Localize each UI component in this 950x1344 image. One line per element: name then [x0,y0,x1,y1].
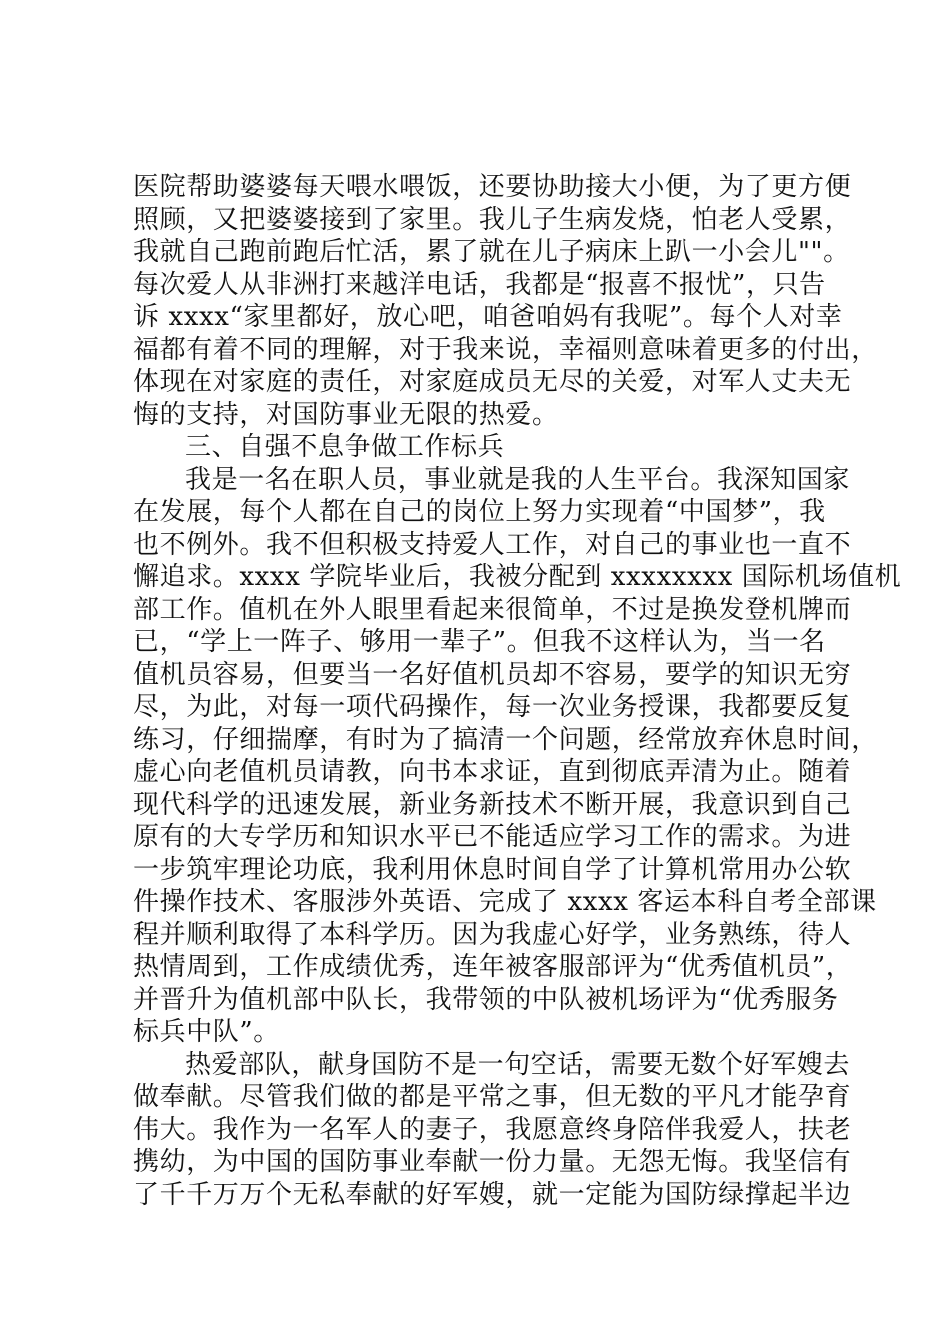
text-line: 懈追求。xxxx 学院毕业后，我被分配到 xxxxxxxx 国际机场值机 [133,562,902,592]
text-line: 我是一名在职人员，事业就是我的人生平台。我深知国家 [185,464,851,495]
text-line: 部工作。值机在外人眼里看起来很简单，不过是换发登机牌而 [133,594,852,625]
text-line: 在发展，每个人都在自己的岗位上努力实现着“中国梦”，我 [133,497,826,527]
text-line: 原有的大专学历和知识水平已不能适应学习工作的需求。为进 [133,822,852,852]
body-text [133,171,902,1211]
text-line: 做奉献。尽管我们做的都是平常之事，但无数的平凡才能孕育 [133,1082,852,1112]
text-line: 现代科学的迅速发展，新业务新技术不断开展，我意识到自己 [133,789,852,820]
text-line: 件操作技术、客服涉外英语、完成了 xxxx 客运本科自考全部课 [133,887,877,917]
text-line: 每次爱人从非洲打来越洋电话，我都是“报喜不报忧”，只告 [133,269,826,300]
text-line: 并晋升为值机部中队长，我带领的中队被机场评为“优秀服务 [133,984,839,1015]
text-line: 诉 xxxx“家里都好，放心吧，咱爸咱妈有我呢”。每个人对幸 [133,302,843,332]
text-line: 练习，仔细揣摩，有时为了搞清一个问题，经常放弃休息时间， [133,724,878,755]
text-line: 程并顺利取得了本科学历。因为我虚心好学，业务熟练，待人 [133,919,852,950]
text-line: 已，“学上一阵子、够用一辈子”。但我不这样认为，当一名 [133,627,826,657]
text-line: 一步筑牢理论功底，我利用休息时间自学了计算机常用办公软 [133,854,852,885]
text-line: 福都有着不同的理解，对于我来说，幸福则意味着更多的付出， [133,334,878,365]
text-line: 体现在对家庭的责任，对家庭成员无尽的关爱，对军人丈夫无 [133,367,852,397]
text-line: 虚心向老值机员请教，向书本求证，直到彻底弄清为止。随着 [133,757,852,787]
text-line: 值机员容易，但要当一名好值机员却不容易，要学的知识无穷 [133,659,852,690]
text-line: 了千千万万个无私奉献的好军嫂，就一定能为国防绿撑起半边 [133,1179,852,1210]
text-line: 我就自己跑前跑后忙活，累了就在儿子病床上趴一小会儿""。 [133,237,850,267]
section-heading: 三、自强不息争做工作标兵 [185,432,505,462]
text-line: 伟大。我作为一名军人的妻子，我愿意终身陪伴我爱人，扶老 [133,1114,852,1145]
text-line: 照顾，又把婆婆接到了家里。我儿子生病发烧，怕老人受累， [133,204,852,235]
text-line: 携幼，为中国的国防事业奉献一份力量。无怨无悔。我坚信有 [133,1147,852,1177]
text-line: 医院帮助婆婆每天喂水喂饭，还要协助接大小便，为了更方便 [133,172,852,202]
text-line: 悔的支持，对国防事业无限的热爱。 [133,399,559,430]
text-line: 热情周到，工作成绩优秀，连年被客服部评为“优秀值机员”， [133,952,853,982]
text-line: 也不例外。我不但积极支持爱人工作，对自己的事业也一直不 [133,529,852,560]
text-line: 尽，为此，对每一项代码操作，每一次业务授课，我都要反复 [133,692,852,722]
text-line: 热爱部队，献身国防不是一句空话，需要无数个好军嫂去 [185,1049,851,1080]
text-line: 标兵中队”。 [133,1017,280,1047]
